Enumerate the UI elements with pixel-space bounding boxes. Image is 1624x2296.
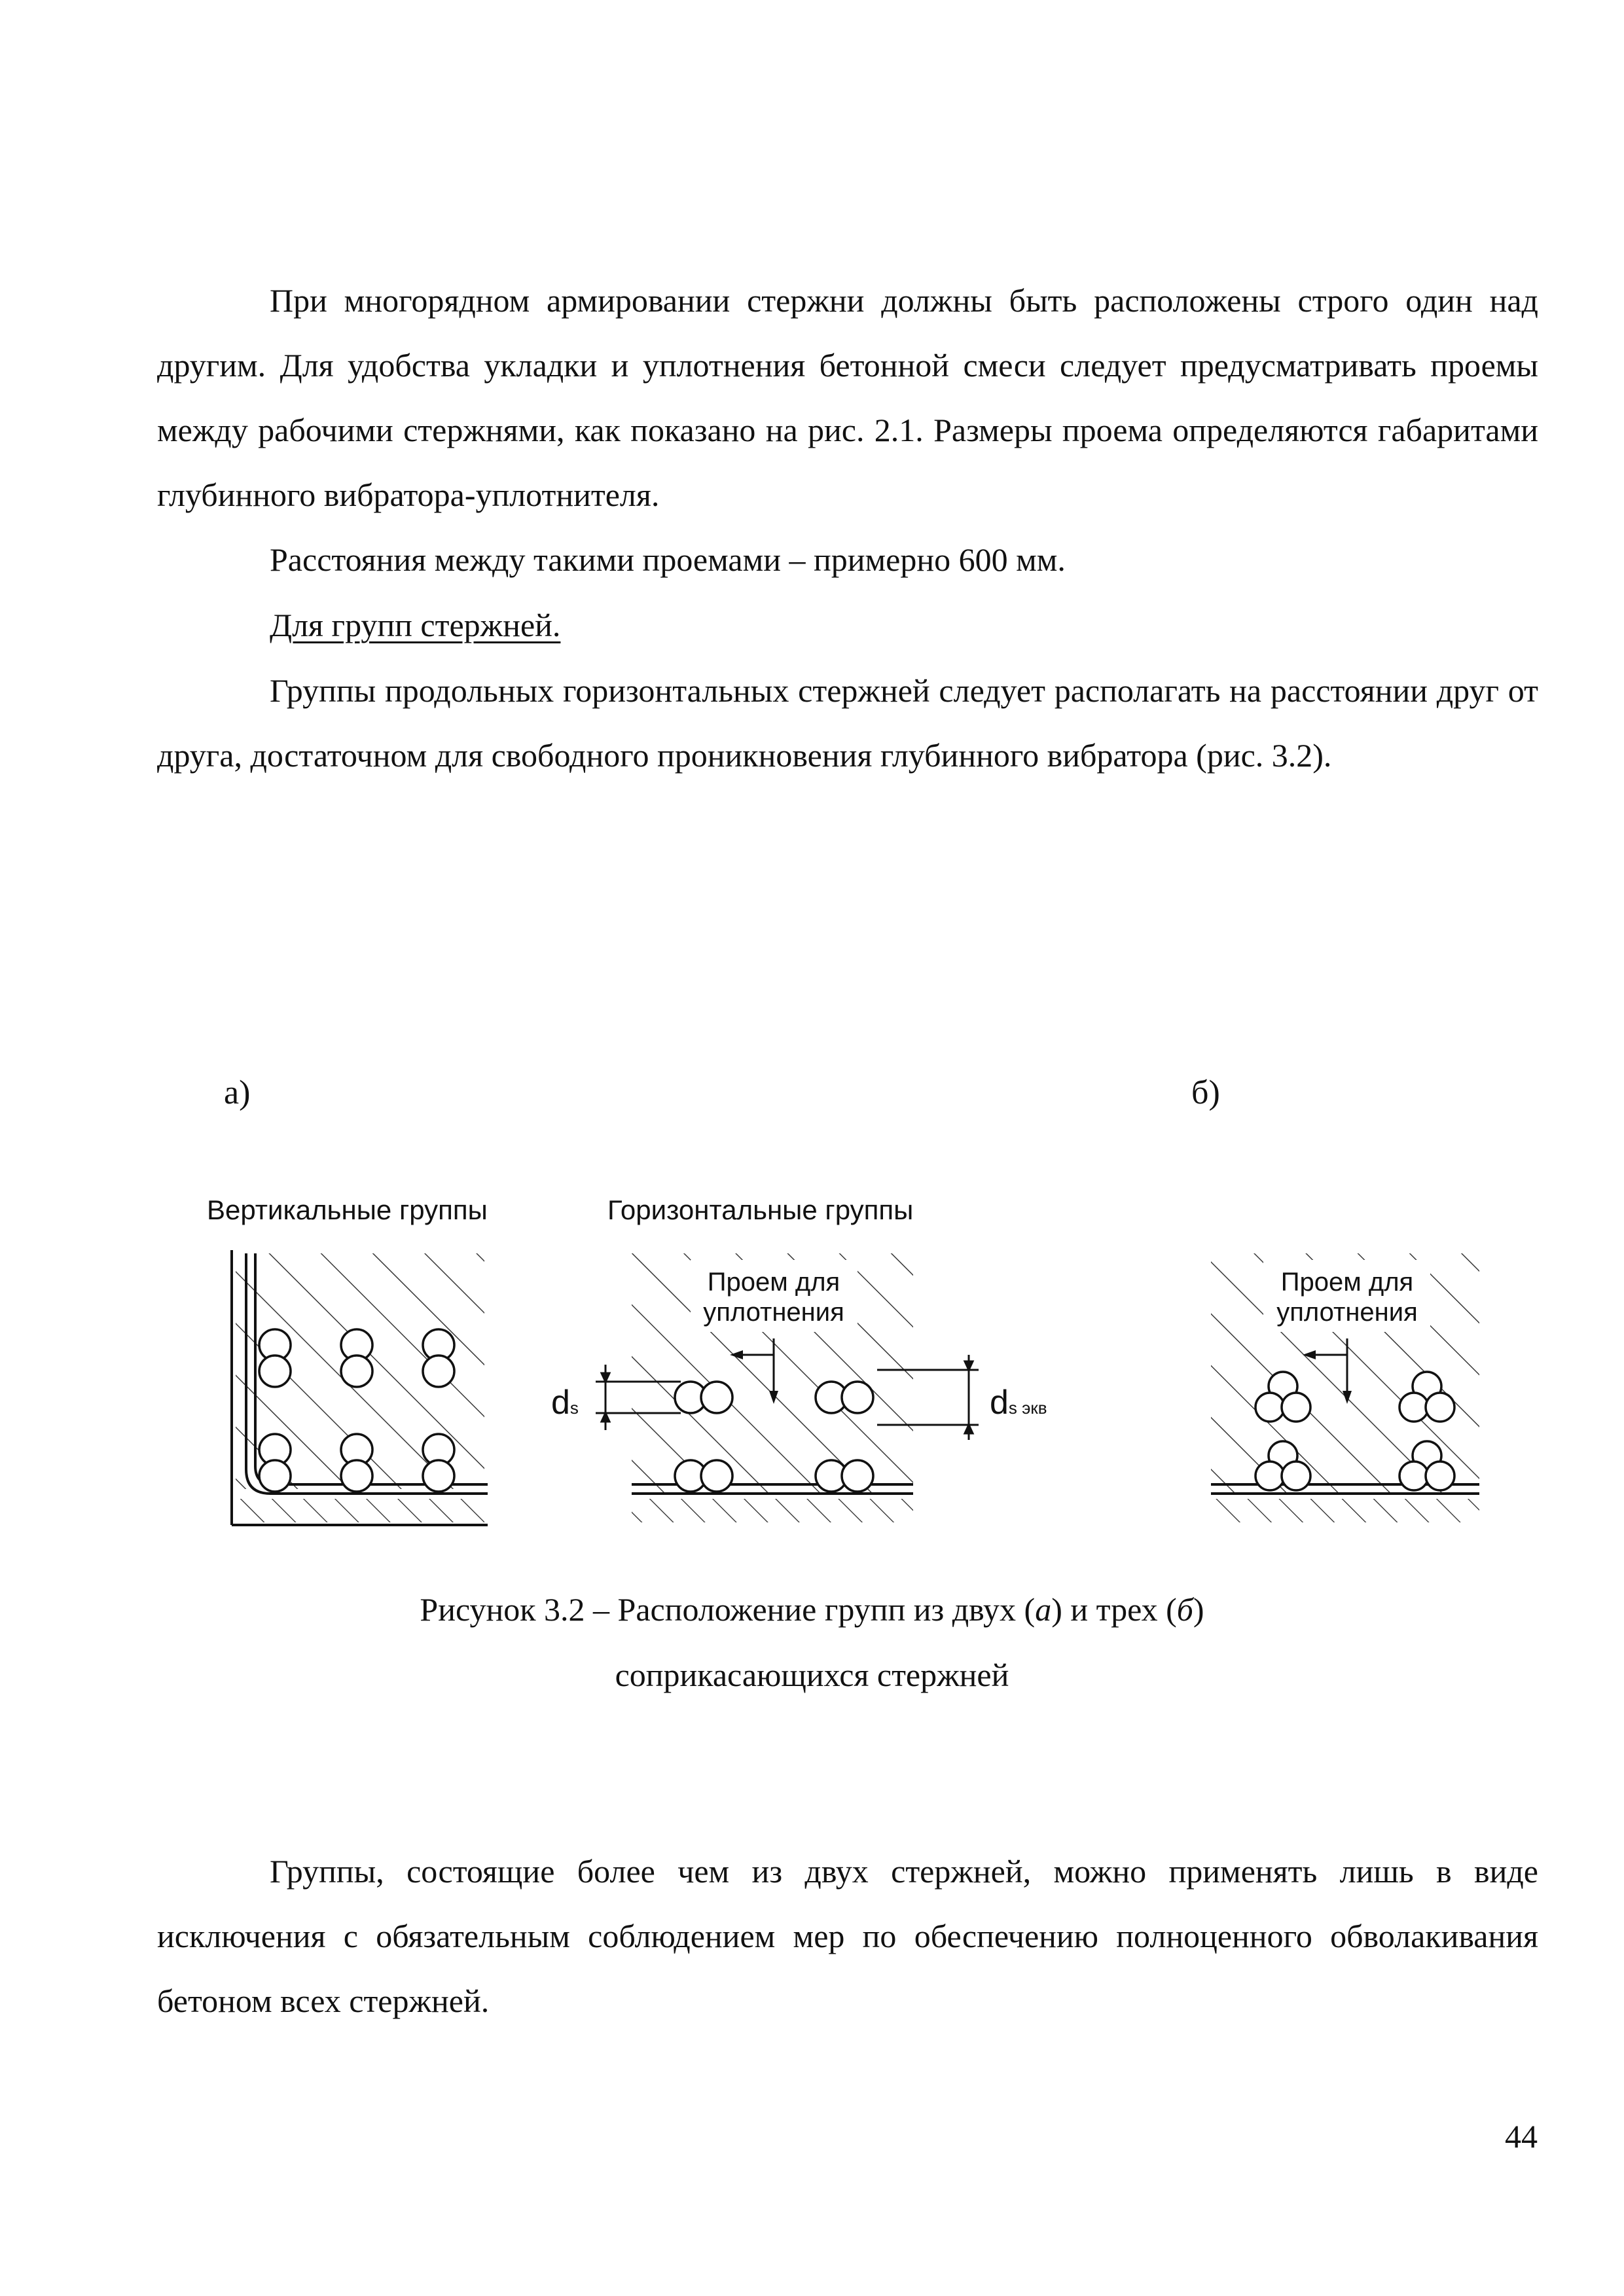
caption-b-italic: б (1176, 1591, 1193, 1628)
bar (341, 1355, 372, 1387)
paragraph-opening-distance: Расстояния между такими проемами – примерно 600 мм. (270, 541, 1066, 578)
caption-text: Рисунок 3.2 – Расположение групп из двух ( (420, 1591, 1036, 1628)
label-ds-sub: s (569, 1398, 579, 1418)
opening-label-line2: уплотнения (703, 1298, 844, 1327)
bar (1426, 1462, 1454, 1490)
bar (259, 1355, 291, 1387)
bar (842, 1382, 873, 1413)
label-ds-eq (990, 1384, 1047, 1422)
opening-label-line2: уплотнения (1276, 1298, 1418, 1327)
figure-label-b: б) (1191, 1074, 1220, 1111)
caption-text: ) (1193, 1591, 1204, 1628)
heading-vertical-groups: Вертикальные группы (207, 1194, 488, 1225)
bar (842, 1460, 873, 1492)
heading-horizontal-groups: Горизонтальные группы (607, 1194, 914, 1225)
bottom-band-hatch (632, 1499, 913, 1522)
bar (1282, 1393, 1310, 1422)
paragraph-group-spacing: Группы продольных горизонтальных стержней следует располагать на расстоянии друг от друга, достаточном для свободного проникновения глубинного вибратора (рис. 3.2). (157, 672, 1538, 774)
panel-three-bar-groups (1211, 1253, 1479, 1522)
opening-label-line1: Проем для (1280, 1268, 1414, 1297)
dim-arrow (965, 1425, 973, 1433)
figure-3-2-drawing (0, 1230, 1624, 1545)
bar (1282, 1462, 1310, 1490)
bar (1255, 1462, 1284, 1490)
label-ds-main: d (551, 1384, 570, 1422)
subheading-bar-groups (270, 593, 560, 658)
dim-arrow (602, 1373, 609, 1382)
bar (1399, 1393, 1428, 1422)
figure-caption-line1 (0, 1577, 1624, 1642)
opening-label-line1: Проем для (707, 1268, 840, 1297)
panel-horizontal-groups (551, 1253, 1047, 1522)
bar (341, 1460, 372, 1492)
panel-vertical-groups (232, 1250, 488, 1525)
caption-text: ) и трех ( (1051, 1591, 1177, 1628)
label-dseq-sub: s экв (1008, 1398, 1047, 1418)
bottom-band-hatch (236, 1499, 484, 1522)
page-number: 44 (1505, 2118, 1538, 2155)
paragraph-multirow-reinforcement: При многорядном армировании стержни должны быть расположены строго один над другим. Для удобства укладки и уплотнения бетонной смеси следует предусматривать проемы между рабочими стержнями, как показано на рис. 2.1. Размеры проема определяются габаритами глубинного вибратора-уплотнителя. (157, 282, 1538, 513)
label-dseq-main: d (990, 1384, 1009, 1422)
subheading-text: Для групп стержней. (270, 607, 561, 643)
bar (259, 1460, 291, 1492)
bar (1426, 1393, 1454, 1422)
bottom-band-hatch (1211, 1499, 1479, 1522)
dim-arrow (965, 1361, 973, 1370)
bar (423, 1460, 454, 1492)
figure-caption-line2: соприкасающихся стержней (615, 1657, 1009, 1693)
label-ds (551, 1384, 579, 1422)
bar (701, 1460, 732, 1492)
bar (701, 1382, 732, 1413)
dim-arrow (602, 1413, 609, 1422)
paragraph-multi-bar-exception: Группы, состоящие более чем из двух стержней, можно применять лишь в виде исключения с обязательным соблюдением мер по обеспечению полноценного обволакивания бетоном всех стержней. (157, 1853, 1538, 2019)
caption-a-italic: а (1035, 1591, 1052, 1628)
bar (423, 1355, 454, 1387)
bar (1255, 1393, 1284, 1422)
figure-label-a: а) (224, 1074, 251, 1111)
bar (1399, 1462, 1428, 1490)
